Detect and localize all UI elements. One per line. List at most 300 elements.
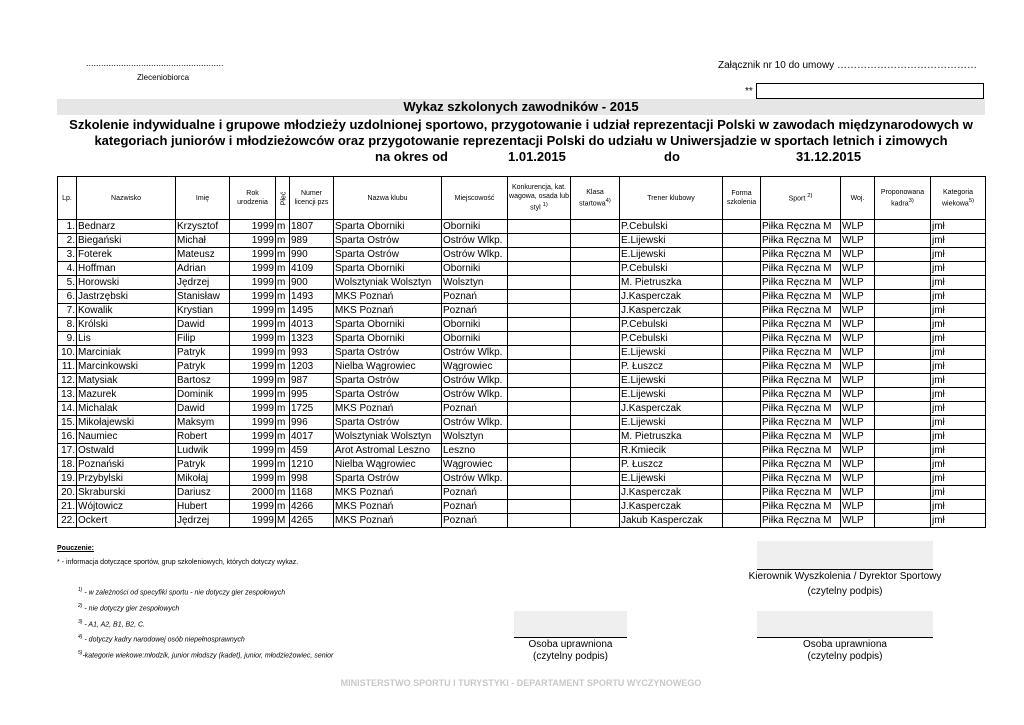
row-club: MKS Poznań	[334, 500, 442, 514]
row-category: jmł	[931, 402, 986, 416]
row-coach: P.Cebulski	[620, 332, 723, 346]
row-class	[571, 248, 620, 262]
table-header-row	[58, 177, 986, 220]
row-lp: 6.	[58, 290, 77, 304]
row-proposed	[875, 360, 931, 374]
row-competition	[508, 234, 571, 248]
row-sex: m	[276, 486, 290, 500]
table-row	[58, 374, 986, 388]
row-licence: 4266	[290, 500, 334, 514]
row-year: 1999	[230, 430, 276, 444]
row-voiv: WLP	[841, 220, 875, 234]
row-lp: 14.	[58, 402, 77, 416]
notes-star: * - informacja dotyczące sportów, grup szkoleniowych, których dotyczy wykaz.	[57, 559, 299, 566]
row-city: Poznań	[442, 402, 508, 416]
row-city: Ostrów Wlkp.	[442, 472, 508, 486]
row-class	[571, 234, 620, 248]
row-licence: 996	[290, 416, 334, 430]
row-name: Dawid	[176, 318, 230, 332]
table-row	[58, 234, 986, 248]
row-proposed	[875, 514, 931, 528]
row-lp: 3.	[58, 248, 77, 262]
row-year: 1999	[230, 360, 276, 374]
row-name: Bartosz	[176, 374, 230, 388]
col-licence: Numer licencji pzs	[290, 177, 334, 220]
row-city: Ostrów Wlkp.	[442, 416, 508, 430]
row-category: jmł	[931, 472, 986, 486]
row-year: 1999	[230, 458, 276, 472]
row-sport: Piłka Ręczna M	[761, 248, 841, 262]
row-year: 2000	[230, 486, 276, 500]
row-coach: J.Kasperczak	[620, 290, 723, 304]
row-surname: Kowalik	[77, 304, 176, 318]
row-surname: Lis	[77, 332, 176, 346]
row-sport: Piłka Ręczna M	[761, 276, 841, 290]
col-lp: Lp.	[58, 177, 77, 220]
row-category: jmł	[931, 458, 986, 472]
row-proposed	[875, 318, 931, 332]
row-city: Ostrów Wlkp.	[442, 374, 508, 388]
row-form	[723, 262, 761, 276]
row-category: jmł	[931, 248, 986, 262]
col-coach: Trener klubowy	[620, 177, 723, 220]
row-competition	[508, 332, 571, 346]
row-lp: 18.	[58, 458, 77, 472]
row-class	[571, 388, 620, 402]
row-club: Sparta Oborniki	[334, 318, 442, 332]
row-sport: Piłka Ręczna M	[761, 500, 841, 514]
row-voiv: WLP	[841, 304, 875, 318]
row-surname: Marciniak	[77, 346, 176, 360]
row-class	[571, 318, 620, 332]
row-surname: Horowski	[77, 276, 176, 290]
row-competition	[508, 304, 571, 318]
row-voiv: WLP	[841, 472, 875, 486]
table-row	[58, 514, 986, 528]
row-proposed	[875, 248, 931, 262]
note-item: $^{2)}$ - nie dotyczy gier zespołowych	[78, 602, 180, 613]
row-surname: Naumiec	[77, 430, 176, 444]
row-voiv: WLP	[841, 248, 875, 262]
row-year: 1999	[230, 416, 276, 430]
row-lp: 20.	[58, 486, 77, 500]
row-competition	[508, 388, 571, 402]
row-name: Maksym	[176, 416, 230, 430]
row-class	[571, 360, 620, 374]
row-licence: 459	[290, 444, 334, 458]
row-city: Oborniki	[442, 262, 508, 276]
note-item: $^{5)}$-kategorie wiekowe:młodzik, junior młodszy (kadet), junior, młodzieżowiec, senior	[78, 650, 334, 660]
row-competition	[508, 374, 571, 388]
row-licence: 987	[290, 374, 334, 388]
row-city: Ostrów Wlkp.	[442, 248, 508, 262]
row-sport: Piłka Ręczna M	[761, 220, 841, 234]
row-category: jmł	[931, 416, 986, 430]
row-year: 1999	[230, 262, 276, 276]
row-club: Wolsztyniak Wolsztyn	[334, 276, 442, 290]
row-name: Michał	[176, 234, 230, 248]
row-club: Wolsztyniak Wolsztyn	[334, 430, 442, 444]
row-surname: Przybylski	[77, 472, 176, 486]
row-class	[571, 458, 620, 472]
row-category: jmł	[931, 318, 986, 332]
row-lp: 5.	[58, 276, 77, 290]
col-city: Miejscowość	[442, 177, 508, 220]
row-sport: Piłka Ręczna M	[761, 374, 841, 388]
row-coach: M. Pietruszka	[620, 276, 723, 290]
row-proposed	[875, 444, 931, 458]
table-row	[58, 276, 986, 290]
row-lp: 1.	[58, 220, 77, 234]
row-form	[723, 388, 761, 402]
contractor-label: Zleceniobiorca	[137, 73, 190, 82]
row-coach: E.Lijewski	[620, 416, 723, 430]
row-licence: 1210	[290, 458, 334, 472]
row-class	[571, 430, 620, 444]
row-licence: 1495	[290, 304, 334, 318]
row-form	[723, 318, 761, 332]
row-sport: Piłka Ręczna M	[761, 514, 841, 528]
row-voiv: WLP	[841, 514, 875, 528]
row-category: jmł	[931, 388, 986, 402]
row-surname: Skraburski	[77, 486, 176, 500]
row-class	[571, 220, 620, 234]
row-name: Filip	[176, 332, 230, 346]
row-city: Oborniki	[442, 220, 508, 234]
col-proposed: Proponowana kadra$^{3)}$	[875, 177, 931, 220]
row-sex: m	[276, 360, 290, 374]
row-class	[571, 486, 620, 500]
row-club: Nielba Wągrowiec	[334, 458, 442, 472]
row-form	[723, 290, 761, 304]
table-row	[58, 248, 986, 262]
authorized2-title: Osoba uprawniona	[803, 639, 887, 650]
table-row	[58, 318, 986, 332]
row-year: 1999	[230, 346, 276, 360]
row-club: Nielba Wągrowiec	[334, 360, 442, 374]
row-club: Sparta Ostrów	[334, 416, 442, 430]
row-competition	[508, 248, 571, 262]
row-sport: Piłka Ręczna M	[761, 262, 841, 276]
row-coach: E.Lijewski	[620, 248, 723, 262]
row-surname: Wójtowicz	[77, 500, 176, 514]
row-licence: 4013	[290, 318, 334, 332]
row-lp: 16.	[58, 430, 77, 444]
row-competition	[508, 472, 571, 486]
row-licence: 989	[290, 234, 334, 248]
row-lp: 8.	[58, 318, 77, 332]
row-city: Oborniki	[442, 318, 508, 332]
row-form	[723, 430, 761, 444]
row-sport: Piłka Ręczna M	[761, 416, 841, 430]
row-competition	[508, 500, 571, 514]
row-lp: 21.	[58, 500, 77, 514]
row-lp: 22.	[58, 514, 77, 528]
row-city: Poznań	[442, 304, 508, 318]
row-class	[571, 444, 620, 458]
row-name: Ludwik	[176, 444, 230, 458]
double-star: **	[745, 86, 753, 97]
row-coach: P.Cebulski	[620, 318, 723, 332]
row-class	[571, 276, 620, 290]
row-club: MKS Poznań	[334, 304, 442, 318]
row-sex: m	[276, 318, 290, 332]
row-coach: J.Kasperczak	[620, 402, 723, 416]
authorized1-title: Osoba uprawniona	[528, 639, 613, 650]
row-licence: 1725	[290, 402, 334, 416]
row-voiv: WLP	[841, 262, 875, 276]
row-form	[723, 234, 761, 248]
to-label: do	[664, 149, 680, 164]
row-form	[723, 374, 761, 388]
row-city: Wolsztyn	[442, 430, 508, 444]
row-form	[723, 402, 761, 416]
row-name: Robert	[176, 430, 230, 444]
row-competition	[508, 402, 571, 416]
authorized2-signature-box[interactable]	[757, 611, 933, 638]
row-coach: E.Lijewski	[620, 234, 723, 248]
row-sex: m	[276, 500, 290, 514]
row-club: Sparta Oborniki	[334, 262, 442, 276]
row-class	[571, 262, 620, 276]
row-licence: 993	[290, 346, 334, 360]
row-surname: Bednarz	[77, 220, 176, 234]
row-name: Patryk	[176, 360, 230, 374]
row-year: 1999	[230, 374, 276, 388]
row-sex: m	[276, 444, 290, 458]
row-club: Sparta Ostrów	[334, 472, 442, 486]
row-voiv: WLP	[841, 486, 875, 500]
row-voiv: WLP	[841, 332, 875, 346]
row-name: Jędrzej	[176, 276, 230, 290]
sport-info-box[interactable]	[756, 83, 984, 99]
row-lp: 10.	[58, 346, 77, 360]
row-category: jmł	[931, 304, 986, 318]
row-proposed	[875, 402, 931, 416]
row-sex: m	[276, 430, 290, 444]
row-category: jmł	[931, 276, 986, 290]
row-form	[723, 220, 761, 234]
page-title: Wykaz szkolonych zawodników - 2015	[403, 99, 639, 114]
row-sport: Piłka Ręczna M	[761, 486, 841, 500]
row-club: Sparta Oborniki	[334, 220, 442, 234]
table-row	[58, 500, 986, 514]
authorized1-signature-box[interactable]	[514, 611, 627, 638]
row-competition	[508, 220, 571, 234]
row-voiv: WLP	[841, 346, 875, 360]
date-from: 1.01.2015	[508, 149, 566, 164]
row-category: jmł	[931, 374, 986, 388]
row-club: Sparta Ostrów	[334, 388, 442, 402]
row-city: Ostrów Wlkp.	[442, 234, 508, 248]
row-sex: M	[276, 514, 290, 528]
row-voiv: WLP	[841, 374, 875, 388]
row-surname: Foterek	[77, 248, 176, 262]
col-name: Imię	[176, 177, 230, 220]
row-proposed	[875, 486, 931, 500]
row-form	[723, 458, 761, 472]
row-category: jmł	[931, 444, 986, 458]
row-form	[723, 332, 761, 346]
row-proposed	[875, 472, 931, 486]
row-surname: Marcinkowski	[77, 360, 176, 374]
row-voiv: WLP	[841, 430, 875, 444]
row-category: jmł	[931, 360, 986, 374]
row-surname: Michalak	[77, 402, 176, 416]
director-signature-box[interactable]	[757, 541, 933, 570]
row-competition	[508, 458, 571, 472]
row-proposed	[875, 276, 931, 290]
row-lp: 17.	[58, 444, 77, 458]
row-coach: E.Lijewski	[620, 374, 723, 388]
row-competition	[508, 416, 571, 430]
row-sex: m	[276, 234, 290, 248]
table-row	[58, 486, 986, 500]
row-voiv: WLP	[841, 360, 875, 374]
row-licence: 4017	[290, 430, 334, 444]
row-sport: Piłka Ręczna M	[761, 360, 841, 374]
row-name: Adrian	[176, 262, 230, 276]
row-club: MKS Poznań	[334, 514, 442, 528]
row-proposed	[875, 430, 931, 444]
col-surname: Nazwisko	[77, 177, 176, 220]
row-lp: 7.	[58, 304, 77, 318]
row-sex: m	[276, 472, 290, 486]
row-competition	[508, 514, 571, 528]
row-sex: m	[276, 402, 290, 416]
table-row	[58, 262, 986, 276]
subtitle-line-2: kategoriach juniorów i młodzieżowców oraz przygotowanie reprezentacji Polski do udziału w Uniwersjadzie w sportach letnich i zimowych	[94, 133, 948, 148]
row-licence: 4265	[290, 514, 334, 528]
row-city: Ostrów Wlkp.	[442, 346, 508, 360]
row-form	[723, 444, 761, 458]
row-year: 1999	[230, 444, 276, 458]
row-year: 1999	[230, 290, 276, 304]
row-coach: E.Lijewski	[620, 472, 723, 486]
row-coach: J.Kasperczak	[620, 486, 723, 500]
row-proposed	[875, 374, 931, 388]
row-competition	[508, 444, 571, 458]
row-voiv: WLP	[841, 458, 875, 472]
row-competition	[508, 262, 571, 276]
attachment-label: Załącznik nr 10 do umowy ……………………………………	[718, 60, 977, 71]
row-sex: m	[276, 290, 290, 304]
row-sex: m	[276, 374, 290, 388]
row-coach: M. Pietruszka	[620, 430, 723, 444]
row-form	[723, 304, 761, 318]
row-lp: 9.	[58, 332, 77, 346]
row-proposed	[875, 220, 931, 234]
row-lp: 12.	[58, 374, 77, 388]
row-year: 1999	[230, 500, 276, 514]
row-name: Patryk	[176, 458, 230, 472]
row-form	[723, 500, 761, 514]
row-name: Patryk	[176, 346, 230, 360]
row-category: jmł	[931, 430, 986, 444]
row-sport: Piłka Ręczna M	[761, 388, 841, 402]
row-sex: m	[276, 458, 290, 472]
row-class	[571, 472, 620, 486]
col-sex	[276, 177, 290, 220]
row-lp: 19.	[58, 472, 77, 486]
table-row	[58, 304, 986, 318]
row-year: 1999	[230, 472, 276, 486]
row-form	[723, 472, 761, 486]
row-year: 1999	[230, 402, 276, 416]
row-name: Stanisław	[176, 290, 230, 304]
row-sex: m	[276, 220, 290, 234]
row-class	[571, 514, 620, 528]
row-competition	[508, 430, 571, 444]
row-category: jmł	[931, 486, 986, 500]
row-class	[571, 416, 620, 430]
row-surname: Hoffman	[77, 262, 176, 276]
authorized1-sub: (czytelny podpis)	[532, 651, 609, 662]
row-licence: 998	[290, 472, 334, 486]
athletes-table	[57, 176, 986, 528]
row-voiv: WLP	[841, 500, 875, 514]
table-row	[58, 430, 986, 444]
row-sex: m	[276, 388, 290, 402]
col-form: Forma szkolenia	[723, 177, 761, 220]
row-sport: Piłka Ręczna M	[761, 430, 841, 444]
table-row	[58, 402, 986, 416]
table-row	[58, 458, 986, 472]
row-proposed	[875, 304, 931, 318]
table-row	[58, 388, 986, 402]
row-form	[723, 346, 761, 360]
row-competition	[508, 276, 571, 290]
row-class	[571, 304, 620, 318]
row-club: Sparta Ostrów	[334, 234, 442, 248]
row-category: jmł	[931, 262, 986, 276]
row-sex: m	[276, 262, 290, 276]
row-coach: J.Kasperczak	[620, 304, 723, 318]
row-name: Mikołaj	[176, 472, 230, 486]
row-surname: Ockert	[77, 514, 176, 528]
row-surname: Biegański	[77, 234, 176, 248]
authorized2-sub: (czytelny podpis)	[807, 651, 883, 662]
row-name: Hubert	[176, 500, 230, 514]
row-coach: P.Cebulski	[620, 220, 723, 234]
row-surname: Królski	[77, 318, 176, 332]
row-year: 1999	[230, 220, 276, 234]
row-licence: 990	[290, 248, 334, 262]
row-sport: Piłka Ręczna M	[761, 304, 841, 318]
row-class	[571, 346, 620, 360]
row-surname: Jastrzębski	[77, 290, 176, 304]
table-row	[58, 346, 986, 360]
row-sport: Piłka Ręczna M	[761, 346, 841, 360]
row-form	[723, 416, 761, 430]
row-city: Poznań	[442, 290, 508, 304]
director-sub: (czytelny podpis)	[807, 586, 883, 597]
row-year: 1999	[230, 276, 276, 290]
row-proposed	[875, 388, 931, 402]
col-class: Klasa startowa$^{4)}$	[571, 177, 620, 220]
date-to: 31.12.2015	[796, 149, 862, 164]
row-voiv: WLP	[841, 290, 875, 304]
row-sport: Piłka Ręczna M	[761, 318, 841, 332]
table-row	[58, 472, 986, 486]
row-voiv: WLP	[841, 318, 875, 332]
row-sex: m	[276, 276, 290, 290]
row-competition	[508, 360, 571, 374]
row-form	[723, 486, 761, 500]
row-form	[723, 276, 761, 290]
row-licence: 4109	[290, 262, 334, 276]
row-lp: 4.	[58, 262, 77, 276]
